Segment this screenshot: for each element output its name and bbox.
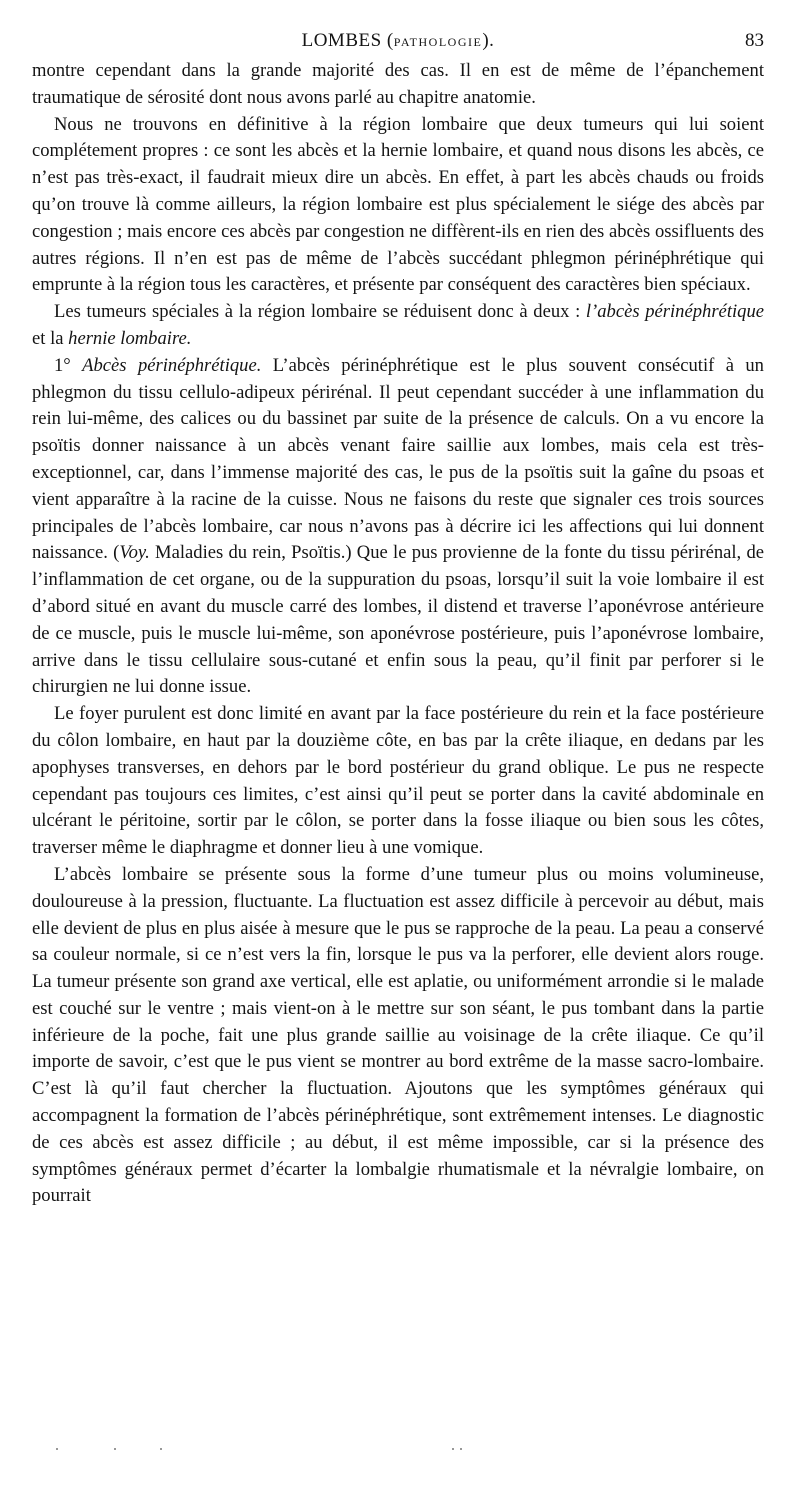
page-header	[32, 30, 764, 58]
running-title-close: ).	[482, 30, 495, 51]
paragraph-tumeurs-speciales	[32, 299, 764, 353]
italic-term-abces: l’abcès périnéphrétique	[585, 301, 764, 323]
paragraph-abces-lombaire: L’abcès lombaire se présente sous la forme d’une tumeur plus ou moins volumineuse, douloureuse à la pression, fluctuante. La fluctuation est assez difficile à percevoir au début, mais elle devient de plus en plus aisée à mesure que le pus se rapproche de la peau. La peau a conservé sa couleur normale, si ce n’est vers la fin, lorsque le pus va la perforer, elle devient alors rouge. La tumeur présente son grand axe vertical, elle est aplatie, ou uniformément arrondie si le malade est couché sur le ventre ; mais vient-on à le mettre sur son séant, le pus tombant dans la partie inférieure de la poche, fait une plus grande saillie au voisinage de la crête iliaque. Ce qu’il importe de savoir, c’est que le pus vient se montrer au bord extrême de la masse sacro-lombaire. C’est là qu’il faut chercher la fluctuation. Ajoutons que les symptômes généraux qui accompagnent la formation de l’abcès périnéphrétique, sont extrêmement intenses. Le diagnostic de ces abcès est assez difficile ; au début, il est même impossible, car si la présence des symptômes généraux permet d’écarter la lombalgie rhumatismale et la névralgie lombaire, on pourrait	[32, 863, 764, 1207]
paragraph-text: Maladies du rein, Psoïtis.) Que le pus provienne de la fonte du tissu périrénal, de l’inflammation de cet organe, ou de la suppuration du psoas, lorsqu’il suit la voie lombaire il est d’abord situé en avant du muscle carré des lombes, il distend et traverse l’aponévrose antérieure de ce muscle, puis le muscle lui-même, son aponévrose postérieure, puis l’aponévrose lombaire, arrive dans le tissu cellulaire sous-cutané et enfin sous la peau, qu’il finit par perforer si le chirurgien ne lui donne issue.	[32, 542, 765, 698]
running-title-main: LOMBES	[301, 30, 382, 51]
page-number: 83	[745, 30, 764, 51]
italic-term-hernie: hernie lombaire.	[68, 327, 192, 349]
paragraph-text: et la	[32, 327, 69, 349]
paragraph-abces-perinephretique	[32, 353, 764, 701]
body-text	[32, 58, 764, 1210]
italic-reference-voy: Voy.	[119, 542, 150, 564]
running-title	[32, 30, 764, 52]
running-title-open: (	[381, 30, 394, 51]
running-title-sub: PATHOLOGIE	[393, 35, 483, 49]
book-page	[32, 30, 764, 1210]
paragraph-continuation: montre cependant dans la grande majorité des cas. Il en est de même de l’épanchement traumatique de sérosité dont nous avons parlé au chapitre anatomie.	[32, 60, 764, 108]
section-heading: Abcès périnéphrétique.	[82, 354, 262, 376]
paragraph-text: L’abcès périnéphrétique est le plus souvent consécutif à un phlegmon du tissu cellulo-adipeux périrénal. Il peut cependant succéder à une inflammation du rein lui-même, des calices ou du bassinet par suite de la présence de calculs. On a vu encore la psoïtis donner naissance à un abcès venant faire saillie aux lombes, mais cela est très-exceptionnel, car, dans l’immense majorité des cas, le pus de la psoïtis suit la gaîne du psoas et vient apparaître à la racine de la cuisse. Nous ne faisons du reste que signaler ces trois sources principales de l’abcès lombaire, car nous n’avons pas à décrire ici les affections qui lui donnent naissance. (	[32, 354, 764, 564]
paragraph-text: Les tumeurs spéciales à la région lombaire se réduisent donc à deux :	[54, 301, 586, 323]
paragraph-tumeurs-propres: Nous ne trouvons en définitive à la région lombaire que deux tumeurs qui lui soient complétement propres : ce sont les abcès et la hernie lombaire, et quand nous disons les abcès, ce n’est pas très-exact, il faudrait mieux dire un abcès. En effet, à part les abcès chauds ou froids qu’on trouve là comme ailleurs, la région lombaire est plus spécialement le siége des abcès par congestion ; mais encore ces abcès par congestion ne diffèrent-ils en rien des abcès ossifluents des autres régions. Il n’en est pas de même de l’abcès succédant phlegmon périnéphrétique qui emprunte à la région tous les caractères, et présente par conséquent des caractères bien spéciaux.	[32, 113, 764, 296]
paragraph-foyer-purulent: Le foyer purulent est donc limité en avant par la face postérieure du rein et la face postérieure du côlon lombaire, en haut par la douzième côte, en bas par la crête iliaque, en dedans par les apophyses transverses, en dehors par le bord postérieur du grand oblique. Le pus ne respecte cependant pas toujours ces limites, c’est ainsi qu’il peut se porter dans la cavité abdominale en ulcérant le péritoine, sortir par le côlon, se porter dans la fosse iliaque ou bien sous les côtes, traverser même le diaphragme et donner lieu à une vomique.	[32, 703, 764, 859]
print-speck-marks	[32, 1448, 764, 1454]
section-number: 1°	[54, 354, 83, 376]
